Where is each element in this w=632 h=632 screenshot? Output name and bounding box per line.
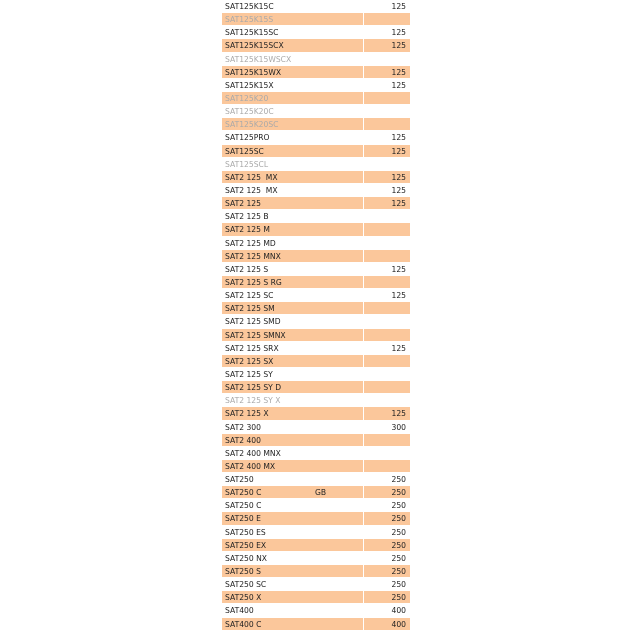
model-name-cell bbox=[222, 591, 363, 603]
model-name-cell bbox=[222, 355, 363, 367]
model-name-cell bbox=[222, 237, 363, 249]
value-cell bbox=[363, 381, 410, 393]
model-name-cell bbox=[222, 486, 363, 498]
value-cell bbox=[363, 223, 410, 235]
model-name-cell bbox=[222, 342, 363, 354]
model-name-cell bbox=[222, 289, 363, 301]
model-name-cell bbox=[222, 171, 363, 183]
model-name-cell bbox=[222, 552, 363, 564]
table-row bbox=[222, 473, 410, 486]
table-row bbox=[222, 39, 410, 52]
table-row bbox=[222, 368, 410, 381]
model-name-cell bbox=[222, 460, 363, 472]
table-row bbox=[222, 131, 410, 144]
value-cell bbox=[363, 315, 410, 327]
value-cell bbox=[363, 394, 410, 406]
model-name-cell bbox=[222, 578, 363, 590]
table-row bbox=[222, 329, 410, 342]
table-row bbox=[222, 460, 410, 473]
table-row bbox=[222, 171, 410, 184]
model-name-cell bbox=[222, 145, 363, 157]
value-cell: 250 bbox=[363, 486, 410, 498]
value-cell bbox=[363, 302, 410, 314]
value-cell bbox=[363, 434, 410, 446]
model-name: SAT2 125 MD bbox=[225, 238, 276, 248]
table-row bbox=[222, 250, 410, 263]
model-name-cell bbox=[222, 512, 363, 524]
model-name-cell bbox=[222, 302, 363, 314]
model-name: SAT2 125 M bbox=[225, 225, 270, 235]
model-name: SAT125K20C bbox=[225, 107, 274, 117]
model-name-cell bbox=[222, 105, 363, 117]
model-name-cell bbox=[222, 618, 363, 630]
value-cell: 125 bbox=[363, 66, 410, 78]
model-name: SAT250 ES bbox=[225, 527, 266, 537]
table-row bbox=[222, 447, 410, 460]
value-cell bbox=[363, 276, 410, 288]
model-name: SAT125K20 bbox=[225, 93, 269, 103]
table-row bbox=[222, 355, 410, 368]
value-cell bbox=[363, 13, 410, 25]
value-cell: 250 bbox=[363, 512, 410, 524]
model-name: SAT2 125 B bbox=[225, 212, 269, 222]
table-row bbox=[222, 565, 410, 578]
model-name: SAT2 400 MX bbox=[225, 461, 276, 471]
model-name-cell bbox=[222, 197, 363, 209]
value-cell: 125 bbox=[363, 184, 410, 196]
value-cell: 125 bbox=[363, 197, 410, 209]
table-row bbox=[222, 105, 410, 118]
value-cell bbox=[363, 368, 410, 380]
model-name: SAT2 125 SY X bbox=[225, 396, 281, 406]
model-name: SAT125SC bbox=[225, 146, 264, 156]
value-cell bbox=[363, 210, 410, 222]
model-name-cell bbox=[222, 276, 363, 288]
model-name: SAT400 C bbox=[225, 619, 262, 629]
table-row bbox=[222, 197, 410, 210]
model-name-cell bbox=[222, 565, 363, 577]
model-name-cell bbox=[222, 210, 363, 222]
model-name-cell bbox=[222, 92, 363, 104]
model-name-cell bbox=[222, 131, 363, 143]
value-cell bbox=[363, 460, 410, 472]
table-row bbox=[222, 499, 410, 512]
model-name: SAT125K15SCX bbox=[225, 41, 284, 51]
table-row bbox=[222, 118, 410, 131]
model-name-cell bbox=[222, 315, 363, 327]
model-name: SAT2 400 MNX bbox=[225, 448, 281, 458]
model-name: SAT250 NX bbox=[225, 553, 267, 563]
model-name: SAT2 300 bbox=[225, 422, 261, 432]
value-cell: 250 bbox=[363, 539, 410, 551]
model-name-cell bbox=[222, 39, 363, 51]
model-name-cell bbox=[222, 66, 363, 78]
table-row bbox=[222, 407, 410, 420]
value-cell: 125 bbox=[363, 407, 410, 419]
model-name: SAT2 125 SY bbox=[225, 369, 273, 379]
table-row bbox=[222, 618, 410, 631]
model-name: SAT250 X bbox=[225, 593, 262, 603]
table-row bbox=[222, 512, 410, 525]
value-cell bbox=[363, 92, 410, 104]
model-name-cell bbox=[222, 407, 363, 419]
model-name: SAT2 125 SY D bbox=[225, 383, 282, 393]
value-cell: 250 bbox=[363, 565, 410, 577]
value-cell bbox=[363, 355, 410, 367]
model-name-cell bbox=[222, 13, 363, 25]
table-row bbox=[222, 289, 410, 302]
model-name-cell bbox=[222, 26, 363, 38]
value-cell: 125 bbox=[363, 171, 410, 183]
value-cell: 125 bbox=[363, 289, 410, 301]
table-row bbox=[222, 342, 410, 355]
region-tag: GB bbox=[315, 488, 327, 498]
model-name-cell bbox=[222, 499, 363, 511]
model-name: SAT2 125 MX bbox=[225, 185, 278, 195]
table-row bbox=[222, 578, 410, 591]
value-cell bbox=[363, 118, 410, 130]
model-name: SAT250 C bbox=[225, 501, 262, 511]
table-row bbox=[222, 79, 410, 92]
model-name: SAT125K15SC bbox=[225, 28, 279, 38]
value-cell: 250 bbox=[363, 591, 410, 603]
table-row bbox=[222, 263, 410, 276]
value-cell: 125 bbox=[363, 145, 410, 157]
model-name: SAT250 bbox=[225, 475, 254, 485]
value-cell: 125 bbox=[363, 0, 410, 12]
model-table bbox=[222, 0, 410, 631]
model-name: SAT125PRO bbox=[225, 133, 270, 143]
model-name: SAT125K15WX bbox=[225, 67, 282, 77]
model-name-cell bbox=[222, 604, 363, 616]
model-name: SAT125K20SC bbox=[225, 120, 279, 130]
model-name: SAT125K15S bbox=[225, 15, 274, 25]
table-row bbox=[222, 604, 410, 617]
value-cell: 250 bbox=[363, 578, 410, 590]
value-cell: 250 bbox=[363, 473, 410, 485]
table-row bbox=[222, 237, 410, 250]
model-name-cell bbox=[222, 473, 363, 485]
table-row bbox=[222, 526, 410, 539]
value-cell bbox=[363, 250, 410, 262]
model-name: SAT125K15WSCX bbox=[225, 54, 292, 64]
table-row bbox=[222, 591, 410, 604]
table-row bbox=[222, 0, 410, 13]
model-name-cell bbox=[222, 184, 363, 196]
model-name: SAT2 125 SMD bbox=[225, 317, 281, 327]
value-cell bbox=[363, 447, 410, 459]
table-row bbox=[222, 434, 410, 447]
table-row bbox=[222, 13, 410, 26]
table-row bbox=[222, 552, 410, 565]
model-name: SAT2 125 SC bbox=[225, 291, 274, 301]
value-cell bbox=[363, 53, 410, 65]
model-name: SAT400 bbox=[225, 606, 254, 616]
model-name-cell bbox=[222, 79, 363, 91]
model-name-cell bbox=[222, 263, 363, 275]
model-name: SAT250 C bbox=[225, 488, 262, 498]
model-name: SAT2 125 X bbox=[225, 409, 269, 419]
model-name-cell bbox=[222, 381, 363, 393]
model-name: SAT2 125 SMNX bbox=[225, 330, 286, 340]
value-cell: 125 bbox=[363, 26, 410, 38]
model-name-cell bbox=[222, 539, 363, 551]
model-name-cell bbox=[222, 394, 363, 406]
table-row bbox=[222, 486, 410, 499]
table-row bbox=[222, 394, 410, 407]
model-name: SAT2 125 SX bbox=[225, 356, 274, 366]
model-name-cell bbox=[222, 526, 363, 538]
model-name: SAT125K15X bbox=[225, 80, 274, 90]
value-cell bbox=[363, 158, 410, 170]
table-row bbox=[222, 53, 410, 66]
table-row bbox=[222, 158, 410, 171]
table-row bbox=[222, 302, 410, 315]
table-row bbox=[222, 145, 410, 158]
model-name-cell bbox=[222, 421, 363, 433]
model-name: SAT250 E bbox=[225, 514, 261, 524]
table-row bbox=[222, 276, 410, 289]
model-name: SAT2 125 S bbox=[225, 264, 269, 274]
value-cell: 300 bbox=[363, 421, 410, 433]
value-cell: 125 bbox=[363, 39, 410, 51]
model-name: SAT2 125 S RG bbox=[225, 277, 282, 287]
value-cell: 125 bbox=[363, 263, 410, 275]
value-cell bbox=[363, 105, 410, 117]
model-name: SAT125K15C bbox=[225, 2, 274, 11]
model-name: SAT2 125 SRX bbox=[225, 343, 279, 353]
model-name: SAT250 EX bbox=[225, 540, 267, 550]
model-name: SAT2 125 SM bbox=[225, 304, 275, 314]
model-name-cell bbox=[222, 250, 363, 262]
model-name-cell bbox=[222, 447, 363, 459]
value-cell: 250 bbox=[363, 526, 410, 538]
model-name-cell bbox=[222, 53, 363, 65]
model-name: SAT125SCL bbox=[225, 159, 269, 169]
model-name-cell bbox=[222, 329, 363, 341]
model-name: SAT2 125 MX bbox=[225, 172, 278, 182]
model-name: SAT250 SC bbox=[225, 580, 267, 590]
model-name-cell bbox=[222, 158, 363, 170]
model-name-cell bbox=[222, 223, 363, 235]
model-name-cell bbox=[222, 0, 363, 12]
table-row bbox=[222, 184, 410, 197]
table-row bbox=[222, 26, 410, 39]
model-name: SAT250 S bbox=[225, 567, 261, 577]
value-cell: 125 bbox=[363, 79, 410, 91]
value-cell bbox=[363, 329, 410, 341]
model-name-cell bbox=[222, 368, 363, 380]
value-cell: 250 bbox=[363, 499, 410, 511]
value-cell bbox=[363, 237, 410, 249]
table-row bbox=[222, 223, 410, 236]
value-cell: 400 bbox=[363, 604, 410, 616]
table-row bbox=[222, 381, 410, 394]
table-row bbox=[222, 421, 410, 434]
value-cell: 125 bbox=[363, 342, 410, 354]
model-name-cell bbox=[222, 118, 363, 130]
value-cell: 250 bbox=[363, 552, 410, 564]
table-row bbox=[222, 210, 410, 223]
model-name: SAT2 125 bbox=[225, 199, 261, 209]
table-row bbox=[222, 539, 410, 552]
table-row bbox=[222, 92, 410, 105]
value-cell: 400 bbox=[363, 618, 410, 630]
table-row bbox=[222, 66, 410, 79]
model-name-cell bbox=[222, 434, 363, 446]
value-cell: 125 bbox=[363, 131, 410, 143]
model-name: SAT2 125 MNX bbox=[225, 251, 281, 261]
model-name: SAT2 400 bbox=[225, 435, 261, 445]
table-row bbox=[222, 315, 410, 328]
